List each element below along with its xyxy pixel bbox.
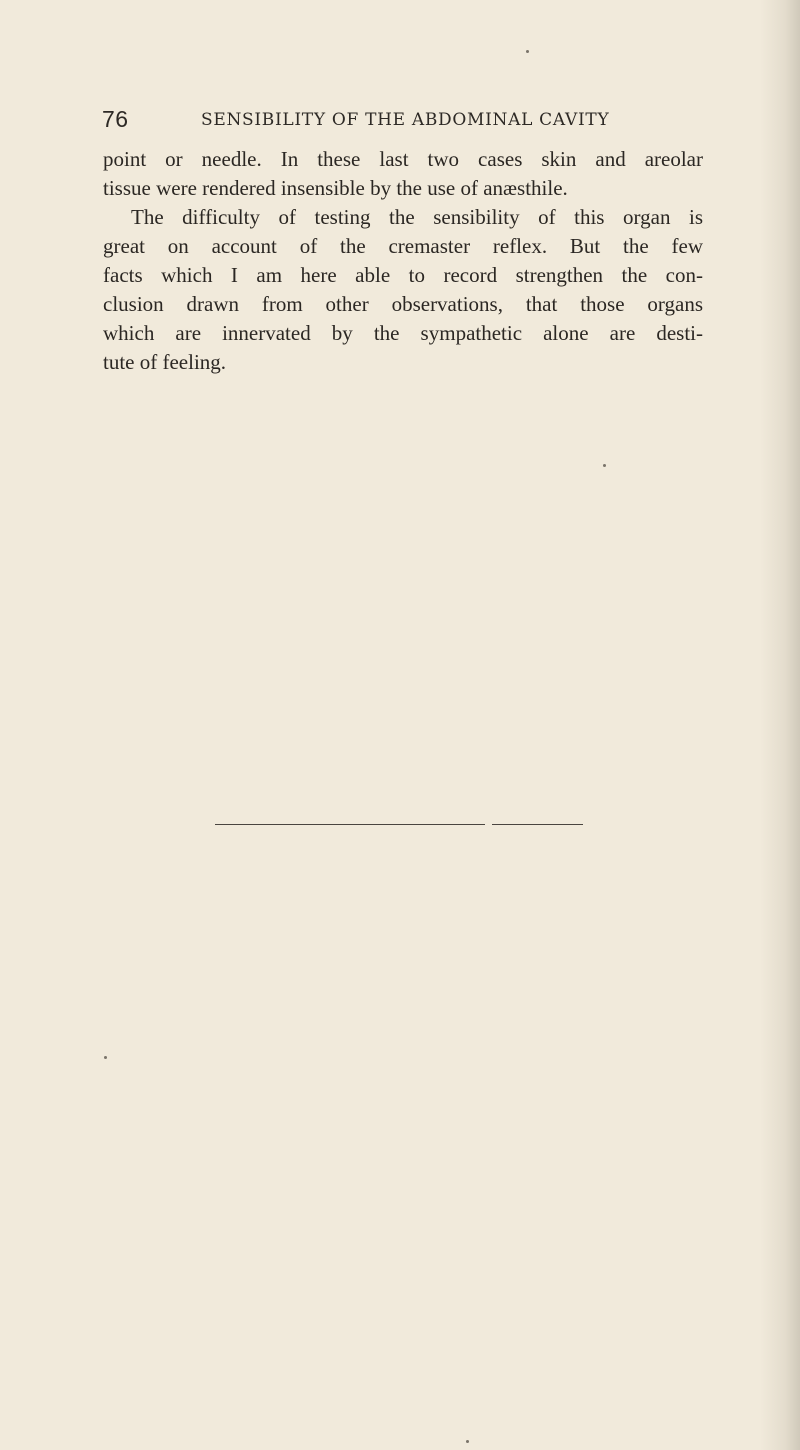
text-line: clusion drawn from other observations, that those organs bbox=[103, 292, 703, 316]
running-title: SENSIBILITY OF THE ABDOMINAL CAVITY bbox=[201, 110, 610, 130]
paper-speck bbox=[104, 1056, 107, 1059]
paper-speck bbox=[526, 50, 529, 53]
page-header bbox=[102, 104, 702, 134]
body-text bbox=[103, 145, 703, 377]
text-line: The difficulty of testing the sensibility of this organ is bbox=[131, 205, 703, 229]
text-line: tissue were rendered insensible by the use of anæsthile. bbox=[103, 176, 568, 200]
section-divider bbox=[215, 824, 485, 825]
text-line: facts which I am here able to record strengthen the con- bbox=[103, 263, 703, 287]
paper-speck bbox=[466, 1440, 469, 1443]
text-line: great on account of the cremaster reflex. But the few bbox=[103, 234, 703, 258]
section-divider bbox=[492, 824, 583, 825]
text-line: which are innervated by the sympathetic alone are desti- bbox=[103, 321, 703, 345]
page-number: 76 bbox=[102, 106, 129, 132]
text-line: tute of feeling. bbox=[103, 350, 227, 374]
text-line: point or needle. In these last two cases skin and areolar bbox=[103, 147, 703, 171]
paper-speck bbox=[603, 464, 606, 467]
